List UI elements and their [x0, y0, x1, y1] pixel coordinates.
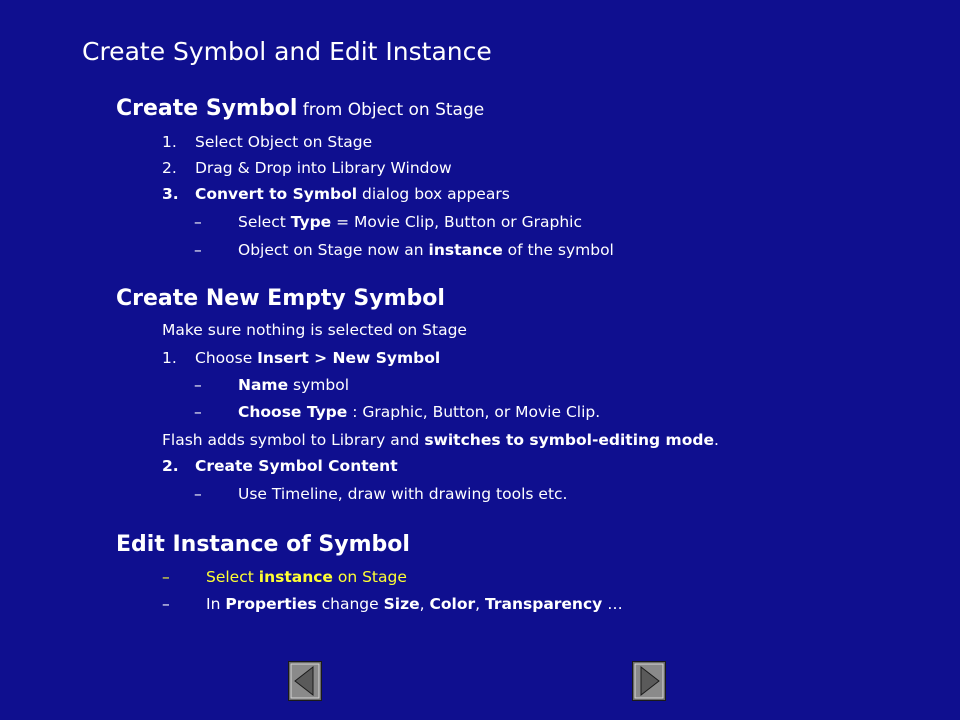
sub-item-select-instance: – Select instance on Stage	[162, 568, 407, 586]
section-heading-new-empty-symbol: Create New Empty Symbol	[116, 286, 445, 311]
heading-bold-part: Create Symbol	[116, 96, 298, 121]
sub-item-select-type: – Select Type = Movie Clip, Button or Graphic	[194, 213, 582, 231]
section-edit-instance	[116, 532, 916, 557]
section-heading-create-symbol	[116, 96, 916, 121]
list-item-select-object: 1. Select Object on Stage	[162, 133, 373, 151]
previous-slide-button[interactable]	[288, 661, 322, 701]
sub-item-use-timeline: – Use Timeline, draw with drawing tools etc.	[194, 485, 568, 503]
heading-suffix: from Object on Stage	[297, 100, 485, 120]
sub-item-name-symbol: – Name symbol	[194, 376, 350, 394]
list-item-create-content: 2. Create Symbol Content	[162, 457, 398, 475]
slide-title: Create Symbol and Edit Instance	[82, 37, 492, 66]
section-create-symbol	[116, 96, 916, 121]
sub-item-choose-type: – Choose Type : Graphic, Button, or Movie Clip.	[194, 403, 601, 421]
list-item-convert-symbol: 3. Convert to Symbol dialog box appears	[162, 185, 510, 203]
list-item-insert-new-symbol: 1. Choose Insert > New Symbol	[162, 349, 441, 367]
note-flash-adds-symbol: Flash adds symbol to Library and switches to symbol-editing mode.	[162, 431, 719, 449]
section-new-empty-symbol	[116, 286, 916, 311]
list-item-drag-drop: 2. Drag & Drop into Library Window	[162, 159, 452, 177]
sub-item-instance: – Object on Stage now an instance of the symbol	[194, 241, 614, 259]
note-nothing-selected: Make sure nothing is selected on Stage	[162, 321, 467, 339]
sub-item-properties: – In Properties change Size, Color, Transparency …	[162, 595, 623, 613]
section-heading-edit-instance: Edit Instance of Symbol	[116, 532, 410, 557]
forward-triangle-icon	[633, 662, 665, 700]
back-triangle-icon	[289, 662, 321, 700]
next-slide-button[interactable]	[632, 661, 666, 701]
